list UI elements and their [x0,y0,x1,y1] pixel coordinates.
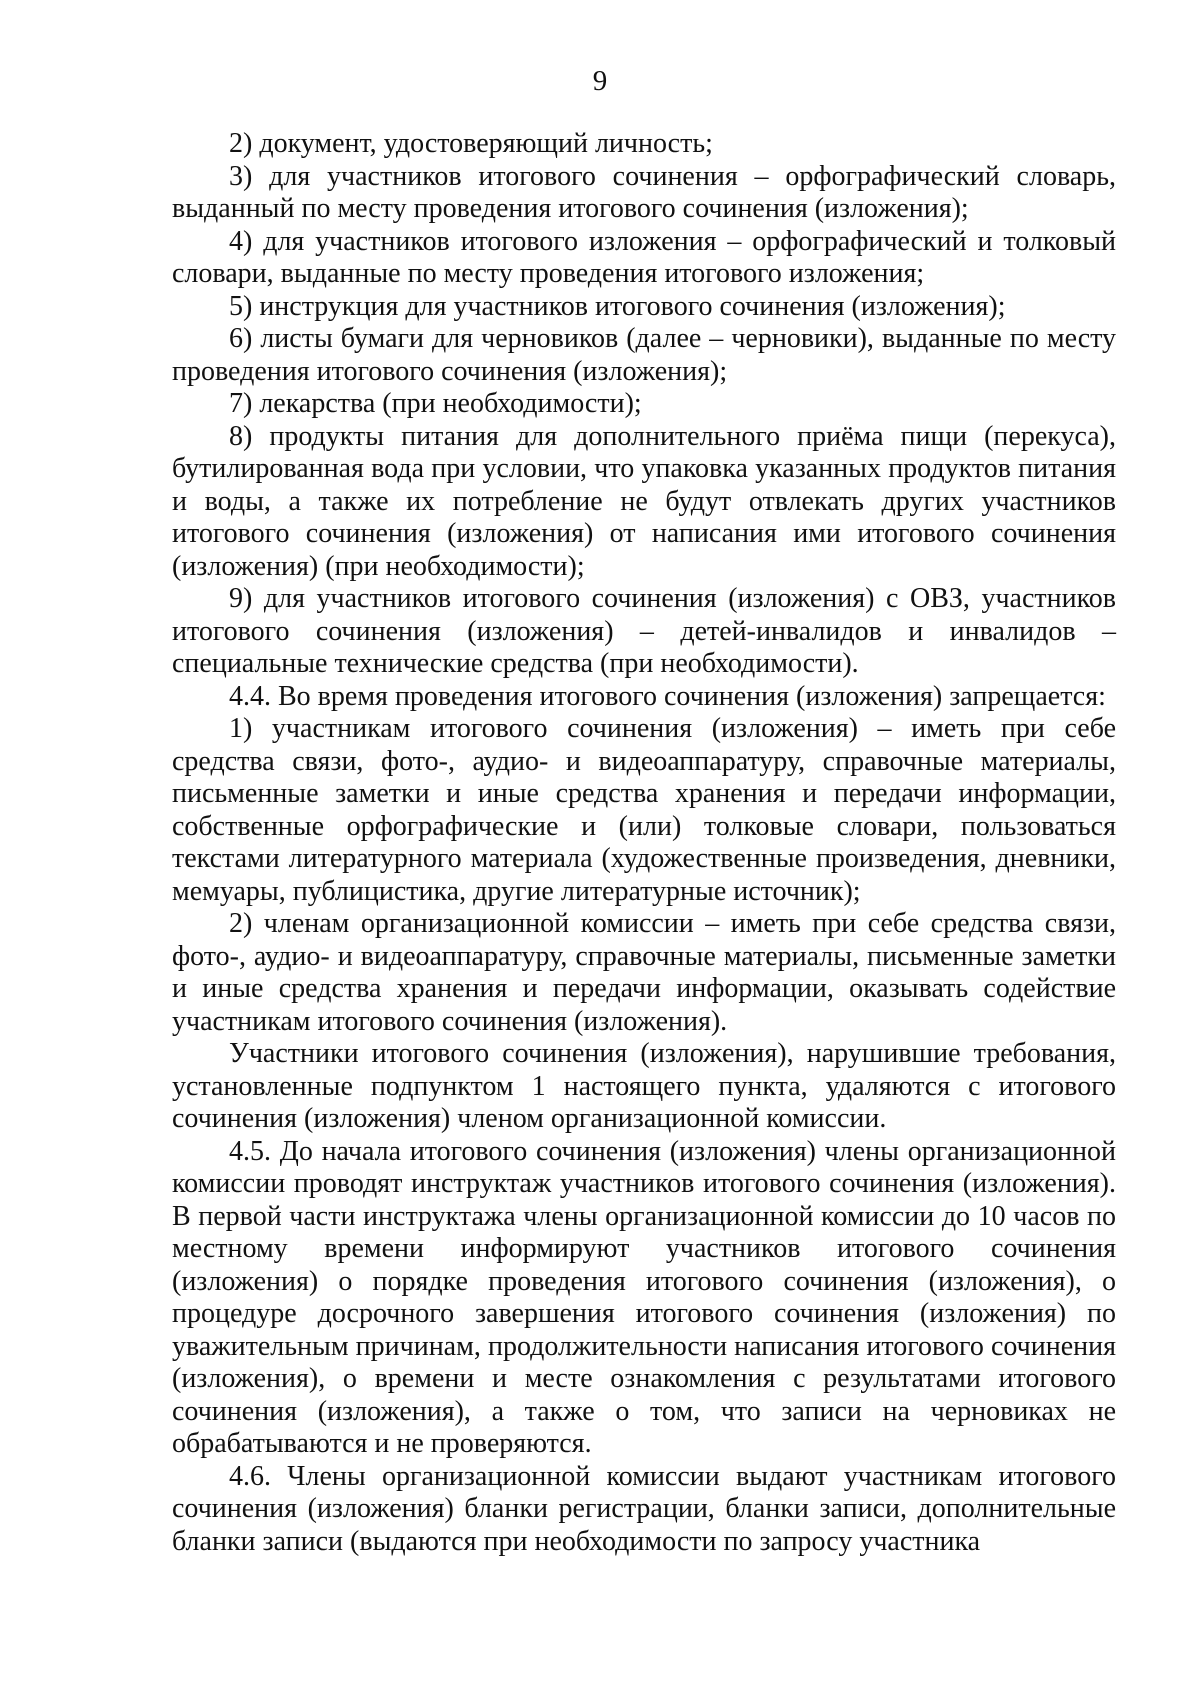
list-item-food-water: 8) продукты питания для дополнительного приёма пищи (перекуса), бутилированная вода при условии, что упаковка указанных продуктов питания и воды, а также их потребление не будут отвлекать других участников итогового сочинения (изложения) от написания ими итогового сочинения (изложения) (при необходимости); [172,420,1116,582]
list-item-essay-dictionary: 3) для участников итогового сочинения – орфографический словарь, выданный по месту проведения итогового сочинения (изложения); [172,160,1116,224]
page-number: 9 [592,65,608,97]
prohibition-commission: 2) членам организационной комиссии – иметь при себе средства связи, фото-, аудио- и видеоаппаратуру, справочные материалы, письменные заметки и иные средства хранения и передачи информации, оказывать содействие участникам итогового сочинения (изложения). [172,908,1116,1037]
section-4-5-paragraph: 4.5. До начала итогового сочинения (изложения) члены организационной комиссии проводят инструктаж участников итогового сочинения (изложения). В первой части инструктажа члены организационной комиссии до 10 часов по местному времени информируют участников итогового сочинения (изложения) о порядке проведения итогового сочинения (изложения), о процедуре досрочного завершения итогового сочинения (изложения) по уважительным причинам, продолжительности написания итогового сочинения (изложения), о времени и месте ознакомления с результатами итогового сочинения (изложения), а также о том, что записи на черновиках не обрабатываются и не проверяются. [172,1135,1116,1459]
list-item-medicines: 7) лекарства (при необходимости); [229,388,642,419]
document-body [172,128,1116,1558]
section-4-4-heading: 4.4. Во время проведения итогового сочинения (изложения) запрещается: [229,680,1106,712]
section-4-6-paragraph: 4.6. Члены организационной комиссии выдают участникам итогового сочинения (изложения) бланки регистрации, бланки записи, дополнительные бланки записи (выдаются при необходимости по запросу участника [172,1460,1116,1557]
list-item-draft-sheets: 6) листы бумаги для черновиков (далее – черновики), выданные по месту проведения итогового сочинения (изложения); [172,323,1116,387]
list-item-instruction: 5) инструкция для участников итогового сочинения (изложения); [229,290,1006,322]
list-item-exposition-dictionaries: 4) для участников итогового изложения – орфографический и толковый словари, выданные по месту проведения итогового изложения; [172,225,1116,289]
removal-paragraph: Участники итогового сочинения (изложения), нарушившие требования, установленные подпунктом 1 настоящего пункта, удаляются с итогового сочинения (изложения) членом организационной комиссии. [172,1038,1116,1134]
prohibition-participants: 1) участникам итогового сочинения (изложения) – иметь при себе средства связи, фото-, аудио- и видеоаппаратуру, справочные материалы, письменные заметки и иные средства хранения и передачи информации, собственные орфографические и (или) толковые словари, пользоваться текстами литературного материала (художественные произведения, дневники, мемуары, публицистика, другие литературные источник); [172,713,1116,907]
list-item-technical-means: 9) для участников итогового сочинения (изложения) с ОВЗ, участников итогового сочинения (изложения) – детей-инвалидов и инвалидов – специальные технические средства (при необходимости). [172,583,1116,679]
list-item-id-document: 2) документ, удостоверяющий личность; [229,128,713,159]
